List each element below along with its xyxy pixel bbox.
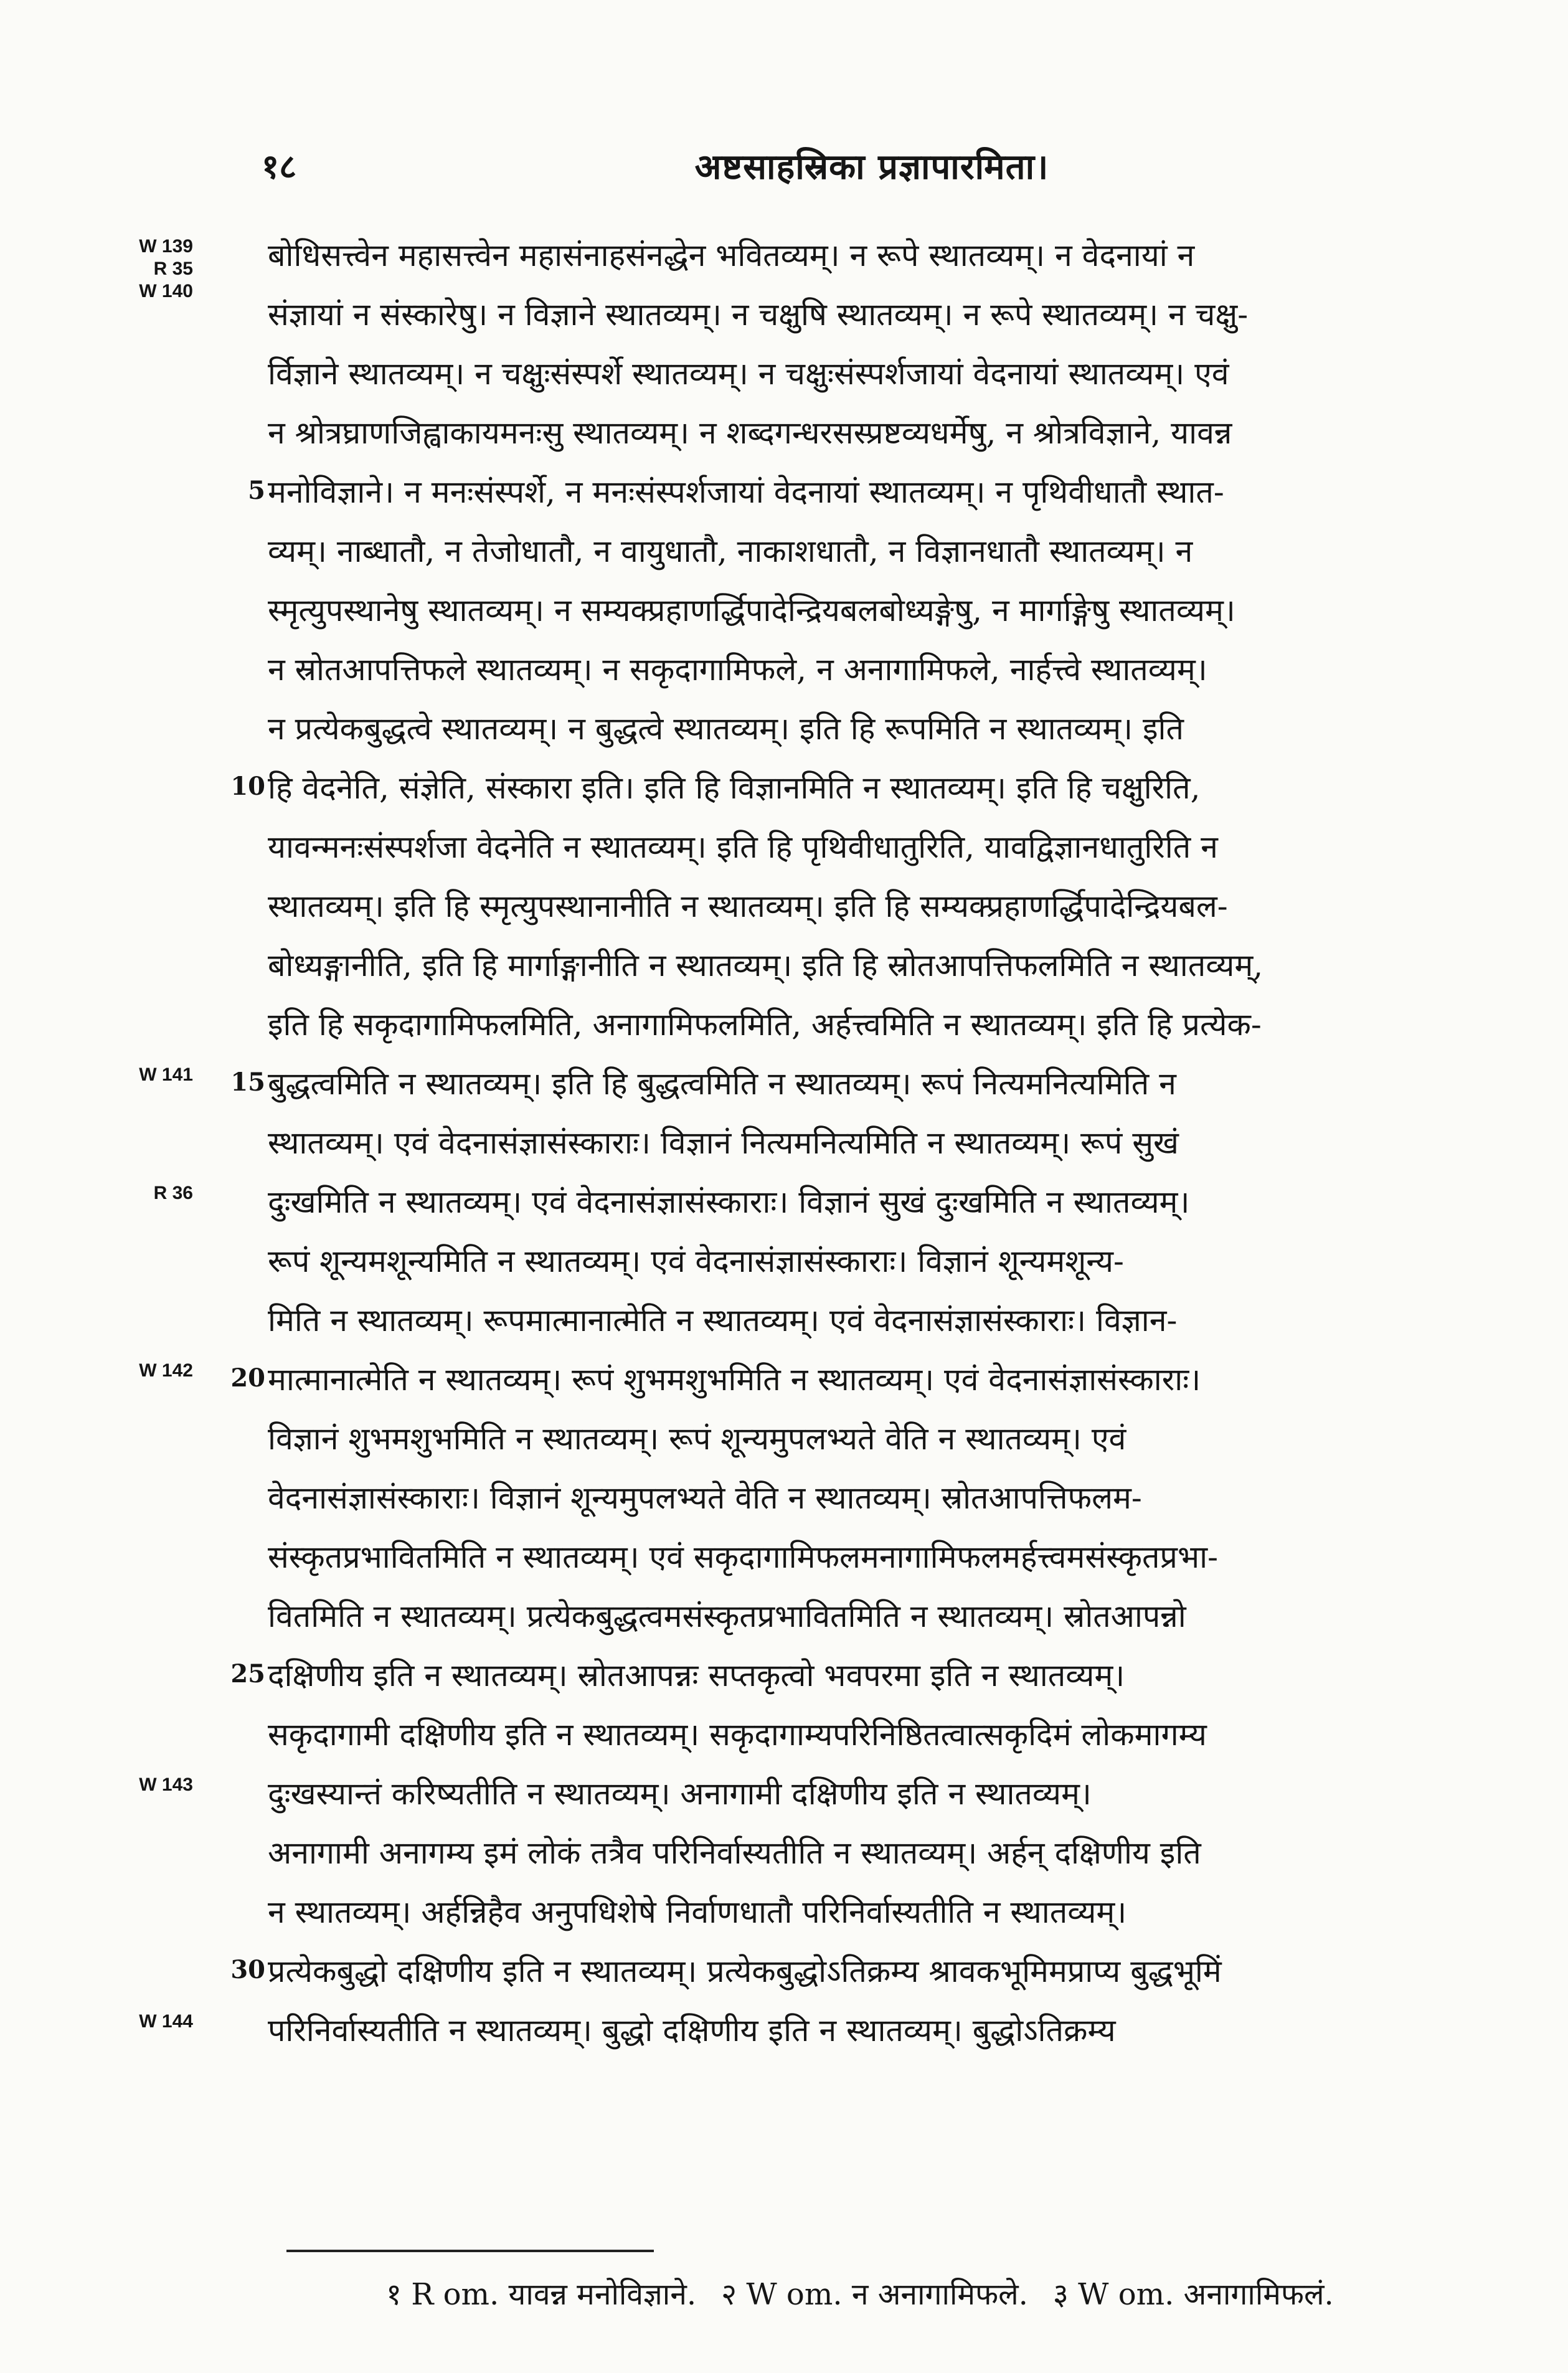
- text-line: [0, 1172, 1568, 1231]
- line-text: दुःखस्यान्तं करिष्यतीति न स्थातव्यम्। अनागामी दक्षिणीय इति न स्थातव्यम्।: [268, 1776, 1092, 1812]
- text-line: [0, 285, 1568, 344]
- line-text: मिति न स्थातव्यम्। रूपमात्मानात्मेति न स्थातव्यम्। एवं वेदनासंज्ञासंस्काराः। विज्ञान-: [268, 1302, 1178, 1338]
- margin-reference: W 141: [139, 1064, 193, 1085]
- text-line: [0, 1882, 1568, 1941]
- footnote-rule: [286, 2250, 654, 2252]
- line-text: बोध्यङ्गानीति, इति हि मार्गाङ्गानीति न स्थातव्यम्। इति हि स्रोतआपत्तिफलमिति न स्थातव्यम्,: [268, 947, 1263, 983]
- line-number: 5: [248, 476, 265, 505]
- body-text: [0, 225, 1568, 2060]
- line-number: 25: [230, 1659, 265, 1689]
- text-line: [0, 1350, 1568, 1409]
- text-line: [0, 1941, 1568, 2001]
- line-text: स्थातव्यम्। इति हि स्मृत्युपस्थानानीति न स्थातव्यम्। इति हि सम्यक्प्रहाणर्द्धिपादेन्द्रियबल-: [268, 888, 1228, 924]
- line-text: स्मृत्युपस्थानेषु स्थातव्यम्। न सम्यक्प्रहाणर्द्धिपादेन्द्रियबलबोध्यङ्गेषु, न मार्गाङ्गेषु स्थातव्यम्।: [268, 592, 1235, 628]
- line-text: न प्रत्येकबुद्धत्वे स्थातव्यम्। न बुद्धत्वे स्थातव्यम्। इति हि रूपमिति न स्थातव्यम्। इति: [268, 711, 1184, 747]
- text-line: [0, 1705, 1568, 1764]
- line-number: 15: [230, 1068, 265, 1097]
- line-text: दुःखमिति न स्थातव्यम्। एवं वेदनासंज्ञासंस्काराः। विज्ञानं सुखं दुःखमिति न स्थातव्यम्।: [268, 1184, 1190, 1220]
- line-text: हि वेदनेति, संज्ञेति, संस्कारा इति। इति हि विज्ञानमिति न स्थातव्यम्। इति हि चक्षुरिति,: [268, 770, 1201, 806]
- text-line: [0, 1291, 1568, 1350]
- text-line: [0, 225, 1568, 301]
- footnote: ३ W om. अनागामिफलं.: [1052, 2277, 1334, 2312]
- line-text: बोधिसत्त्वेन महासत्त्वेन महासंनाहसंनद्धेन भवितव्यम्। न रूपे स्थातव्यम्। न वेदनायां न: [268, 237, 1195, 273]
- margin-reference: W 143: [139, 1774, 193, 1795]
- text-line: [0, 521, 1568, 580]
- line-text: सकृदागामी दक्षिणीय इति न स्थातव्यम्। सकृदागाम्यपरिनिष्ठितत्वात्सकृदिमं लोकमागम्य: [268, 1717, 1207, 1753]
- text-line: [0, 580, 1568, 640]
- line-text: रूपं शून्यमशून्यमिति न स्थातव्यम्। एवं वेदनासंज्ञासंस्काराः। विज्ञानं शून्यमशून्य-: [268, 1243, 1124, 1279]
- text-line: [0, 1764, 1568, 1823]
- line-text: वेदनासंज्ञासंस्काराः। विज्ञानं शून्यमुपलभ्यते वेति न स्थातव्यम्। स्रोतआपत्तिफलम-: [268, 1480, 1142, 1516]
- page-number: १८: [262, 146, 297, 186]
- text-line: [0, 817, 1568, 876]
- footnote: २ W om. न अनागामिफले.: [721, 2277, 1028, 2312]
- text-line: [0, 1646, 1568, 1705]
- line-text: संज्ञायां न संस्कारेषु। न विज्ञाने स्थातव्यम्। न चक्षुषि स्थातव्यम्। न रूपे स्थातव्यम्। न चक्षु-: [268, 296, 1249, 333]
- line-text: न स्थातव्यम्। अर्हन्निहैव अनुपधिशेषे निर्वाणधातौ परिनिर्वास्यतीति न स्थातव्यम्।: [268, 1894, 1127, 1930]
- text-line: [0, 462, 1568, 521]
- line-text: स्थातव्यम्। एवं वेदनासंज्ञासंस्काराः। विज्ञानं नित्यमनित्यमिति न स्थातव्यम्। रूपं सुखं: [268, 1125, 1179, 1161]
- text-line: [0, 640, 1568, 699]
- margin-reference: W 144: [139, 2011, 193, 2032]
- text-line: [0, 758, 1568, 817]
- text-line: [0, 1823, 1568, 1882]
- line-text: र्विज्ञाने स्थातव्यम्। न चक्षुःसंस्पर्शे स्थातव्यम्। न चक्षुःसंस्पर्शजायां वेदनायां स्थातव्यम्। एवं: [268, 356, 1229, 392]
- line-text: अनागामी अनागम्य इमं लोकं तत्रैव परिनिर्वास्यतीति न स्थातव्यम्। अर्हन् दक्षिणीय इति: [268, 1835, 1201, 1871]
- line-number: 30: [230, 1955, 265, 1984]
- text-line: [0, 344, 1568, 403]
- line-text: न श्रोत्रघ्राणजिह्वाकायमनःसु स्थातव्यम्। न शब्दगन्धरसस्प्रष्टव्यधर्मेषु, न श्रोत्रविज्ञाने, यावन्न: [268, 415, 1232, 451]
- line-text: व्यम्। नाब्धातौ, न तेजोधातौ, न वायुधातौ, नाकाशधातौ, न विज्ञानधातौ स्थातव्यम्। न: [268, 533, 1193, 569]
- text-line: [0, 876, 1568, 935]
- text-line: [0, 1231, 1568, 1291]
- text-line: [0, 1468, 1568, 1527]
- text-line: [0, 935, 1568, 995]
- margin-reference: W 139 R 35 W 140: [139, 236, 193, 301]
- footnotes: [386, 2273, 1482, 2314]
- line-number: 10: [230, 772, 265, 801]
- text-line: [0, 1527, 1568, 1586]
- line-text: बुद्धत्वमिति न स्थातव्यम्। इति हि बुद्धत्वमिति न स्थातव्यम्। रूपं नित्यमनित्यमिति न: [268, 1066, 1176, 1102]
- line-text: मनोविज्ञाने। न मनःसंस्पर्शे, न मनःसंस्पर्शजायां वेदनायां स्थातव्यम्। न पृथिवीधातौ स्थात-: [268, 474, 1224, 510]
- page-header: [262, 142, 1482, 198]
- line-text: संस्कृतप्रभावितमिति न स्थातव्यम्। एवं सकृदागामिफलमनागामिफलमर्हत्त्वमसंस्कृतप्रभा-: [268, 1539, 1218, 1575]
- line-text: दक्षिणीय इति न स्थातव्यम्। स्रोतआपन्नः सप्तकृत्वो भवपरमा इति न स्थातव्यम्।: [268, 1657, 1125, 1693]
- line-text: यावन्मनःसंस्पर्शजा वेदनेति न स्थातव्यम्। इति हि पृथिवीधातुरिति, यावद्विज्ञानधातुरिति न: [268, 829, 1218, 865]
- text-line: [0, 1113, 1568, 1172]
- line-text: इति हि सकृदागामिफलमिति, अनागामिफलमिति, अर्हत्त्वमिति न स्थातव्यम्। इति हि प्रत्येक-: [268, 1007, 1262, 1043]
- margin-reference: R 36: [153, 1183, 193, 1203]
- line-number: 20: [230, 1363, 265, 1393]
- text-line: [0, 995, 1568, 1054]
- running-title: अष्टसाहस्रिका प्रज्ञापारमिता।: [694, 146, 1049, 187]
- margin-reference: W 142: [139, 1360, 193, 1381]
- text-line: [0, 1586, 1568, 1646]
- line-text: वितमिति न स्थातव्यम्। प्रत्येकबुद्धत्वमसंस्कृतप्रभावितमिति न स्थातव्यम्। स्रोतआपन्नो: [268, 1598, 1186, 1634]
- line-text: विज्ञानं शुभमशुभमिति न स्थातव्यम्। रूपं शून्यमुपलभ्यते वेति न स्थातव्यम्। एवं: [268, 1421, 1126, 1457]
- text-line: [0, 403, 1568, 462]
- text-line: [0, 1054, 1568, 1113]
- line-text: न स्रोतआपत्तिफले स्थातव्यम्। न सकृदागामिफले, न अनागामिफले, नार्हत्त्वे स्थातव्यम्।: [268, 651, 1207, 688]
- line-text: मात्मानात्मेति न स्थातव्यम्। रूपं शुभमशुभमिति न स्थातव्यम्। एवं वेदनासंज्ञासंस्काराः।: [268, 1362, 1201, 1398]
- text-line: [0, 1409, 1568, 1468]
- line-text: प्रत्येकबुद्धो दक्षिणीय इति न स्थातव्यम्। प्रत्येकबुद्धोऽतिक्रम्य श्रावकभूमिमप्राप्य बुद्धभूमिं: [268, 1953, 1222, 1989]
- text-line: [0, 699, 1568, 758]
- text-line: [0, 2001, 1568, 2060]
- footnote: १ R om. यावन्न मनोविज्ञाने.: [386, 2277, 697, 2312]
- line-text: परिनिर्वास्यतीति न स्थातव्यम्। बुद्धो दक्षिणीय इति न स्थातव्यम्। बुद्धोऽतिक्रम्य: [268, 2012, 1116, 2049]
